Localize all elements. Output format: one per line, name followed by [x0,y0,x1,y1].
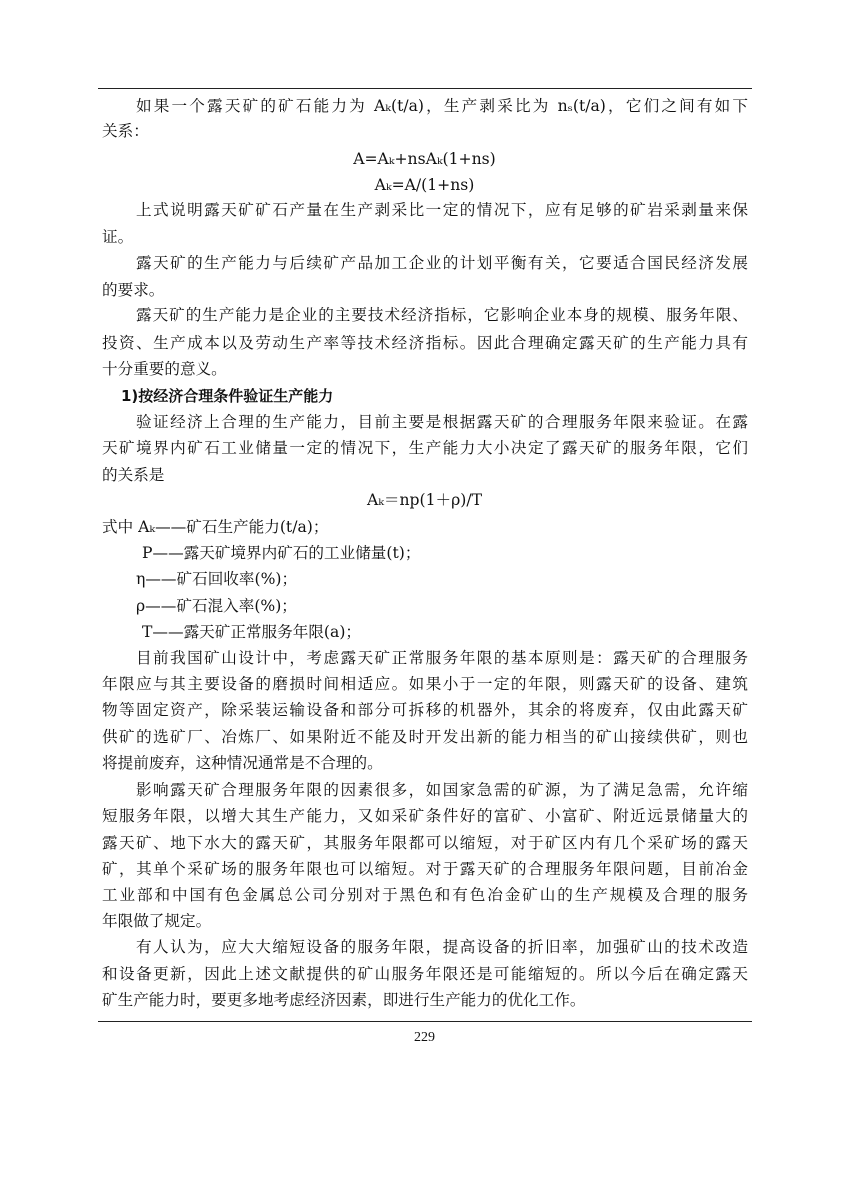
text-line: η——矿石回收率(%)； [136,570,298,589]
text-line: 露天矿、地下水大的露天矿，其服务年限都可以缩短，对于矿区内有几个采矿场的露天 [102,833,748,852]
text-line: 矿，其单个采矿场的服务年限也可以缩短。对于露天矿的合理服务年限问题，目前冶金 [102,859,748,878]
text-line: 年限做了规定。 [102,911,212,930]
text-line: P——露天矿境界内矿石的工业储量(t)； [142,544,421,562]
page-number: 229 [414,1030,435,1045]
section-heading: 1)按经济合理条件验证生产能力 [121,386,334,405]
text-line: 工业部和中国有色金属总公司分别对于黑色和有色冶金矿山的生产规模及合理的服务 [102,886,748,905]
text-line: T——露天矿正常服务年限(a)； [142,623,361,642]
text-line: 物等固定资产，除采装运输设备和部分可拆移的机器外，其余的将废弃，仅由此露天矿 [102,701,748,720]
text-line: 证。 [102,228,134,247]
text-line: 式中 Aₖ——矿石生产能力(t/a)； [102,517,329,536]
text-line: 供矿的选矿厂、冶炼厂、如果附近不能及时开发出新的能力相当的矿山接续供矿，则也 [102,727,748,746]
footer-rule [98,1021,752,1022]
text-line: 投资、生产成本以及劳动生产率等技术经济指标。因此合理确定露天矿的生产能力具有 [102,333,748,352]
text-line: 验证经济上合理的生产能力，目前主要是根据露天矿的合理服务年限来验证。在露 [136,412,748,431]
text-line: 影响露天矿合理服务年限的因素很多，如国家急需的矿源，为了满足急需，允许缩 [136,780,748,799]
text-line: 和设备更新，因此上述文献提供的矿山服务年限还是可能缩短的。所以今后在确定露天 [102,964,748,983]
header-rule [98,88,752,89]
text-line: 目前我国矿山设计中，考虑露天矿正常服务年限的基本原则是：露天矿的合理服务 [136,648,748,667]
text-line: 短服务年限，以增大其生产能力，又如采矿条件好的富矿、小富矿、附近远景储量大的 [102,807,748,826]
text-line: ρ——矿石混入率(%)； [136,596,297,615]
formula-line: Aₖ＝np(1＋ρ)/T [366,491,483,510]
text-line: 露天矿的生产能力与后续矿产品加工企业的计划平衡有关，它要适合国民经济发展 [136,254,748,273]
text-line: 露天矿的生产能力是企业的主要技术经济指标，它影响企业本身的规模、服务年限、 [136,306,748,325]
text-line: 的关系是 [102,465,165,484]
formula-line: Aₖ=A/(1+ns) [374,176,475,195]
text-line: 十分重要的意义。 [102,360,227,379]
text-line: 的要求。 [102,280,165,299]
text-line: 年限应与其主要设备的磨损时间相适应。如果小于一定的年限，则露天矿的设备、建筑 [102,675,748,694]
text-line: 矿生产能力时，要更多地考虑经济因素，即进行生产能力的优化工作。 [102,991,586,1009]
text-line: 上式说明露天矿矿石产量在生产剥采比一定的情况下，应有足够的矿岩采剥量来保 [136,200,748,219]
text-line: 天矿境界内矿石工业储量一定的情况下，生产能力大小决定了露天矿的服务年限，它们 [102,439,748,458]
text-line: 如果一个露天矿的矿石能力为 Aₖ(t/a)，生产剥采比为 nₛ(t/a)，它们之间有如下 [136,97,748,115]
text-line: 将提前废弃，这种情况通常是不合理的。 [102,754,383,773]
formula-line: A=Aₖ+nsAₖ(1+ns) [353,149,496,168]
text-line: 关系： [102,121,149,140]
text-line: 有人认为，应大大缩短设备的服务年限，提高设备的折旧率，加强矿山的技术改造 [136,938,748,957]
